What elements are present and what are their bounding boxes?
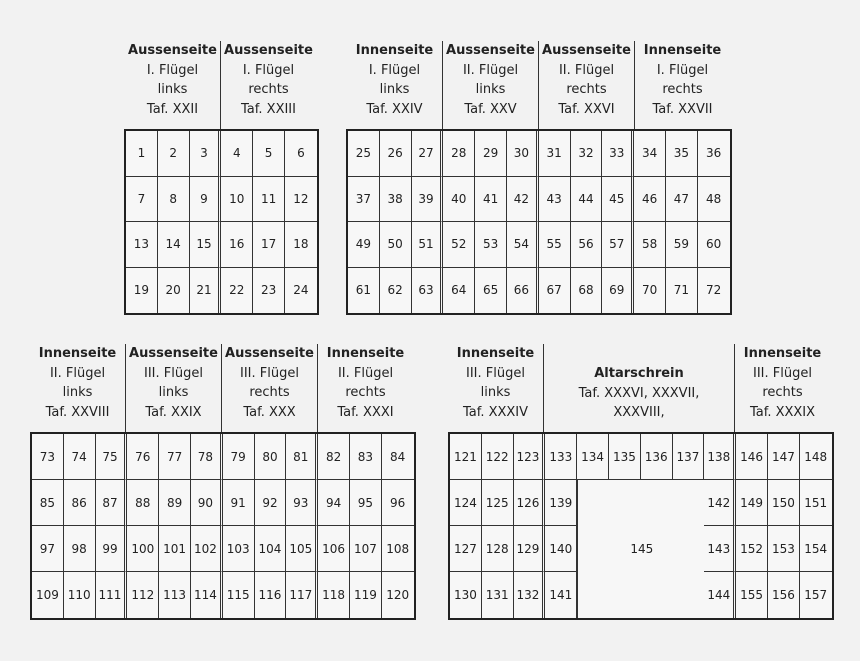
panel-cell: 51 — [412, 222, 444, 268]
header-divider — [221, 344, 222, 432]
panel-cell: 131 — [482, 572, 514, 618]
panel-cell: 43 — [539, 177, 571, 223]
panel-label-h9 — [222, 344, 317, 422]
panel-label-line: III. Flügel — [753, 365, 812, 381]
panel-cell: 7 — [126, 177, 158, 223]
panel-cell: 123 — [514, 434, 546, 480]
panel-label-title: Aussenseite — [224, 43, 313, 58]
panel-cell: 89 — [159, 480, 191, 526]
header-divider — [125, 344, 126, 432]
panel-cell: 80 — [255, 434, 287, 480]
panel-cell: 41 — [475, 177, 507, 223]
panel-label-line: Taf. XXIV — [366, 101, 423, 117]
panel-cell: 26 — [380, 131, 412, 177]
panel-cell: 20 — [158, 268, 190, 314]
header-divider — [734, 344, 735, 432]
panel-cell: 140 — [545, 526, 577, 572]
panel-label-title: Innenseite — [643, 43, 722, 58]
panel-label-line: Taf. XXXVI, XXXVII, — [578, 385, 700, 401]
panel-label-line: Taf. XXXI — [337, 404, 394, 420]
panel-cell: 17 — [253, 222, 285, 268]
panel-cell: 98 — [64, 526, 96, 572]
panel-cell: 19 — [126, 268, 158, 314]
panel-cell: 117 — [286, 572, 318, 618]
panel-cell: 99 — [96, 526, 128, 572]
panel-label-title: Aussenseite — [128, 43, 217, 58]
header-divider — [317, 344, 318, 432]
panel-cell: 78 — [191, 434, 223, 480]
panel-cell: 8 — [158, 177, 190, 223]
panel-label-line: Taf. XXVIII — [45, 404, 110, 420]
panel-label-line: rechts — [248, 82, 289, 97]
panel-cell: 125 — [482, 480, 514, 526]
panel-label-title: Innenseite — [743, 346, 822, 361]
panel-cell: 88 — [127, 480, 159, 526]
panel-cell: 53 — [475, 222, 507, 268]
panel-cell: 137 — [673, 434, 705, 480]
panel-cell: 112 — [127, 572, 159, 618]
panel-cell: 13 — [126, 222, 158, 268]
panel-cell: 31 — [539, 131, 571, 177]
panel-cell: 116 — [255, 572, 287, 618]
panel-cell: 146 — [736, 434, 768, 480]
panel-cell: 72 — [706, 283, 722, 298]
panel-cell: 49 — [348, 222, 380, 268]
panel-label-h13 — [735, 344, 830, 422]
panel-cell: 121 — [450, 434, 482, 480]
panel-label-h7 — [30, 344, 125, 422]
panel-label-line: rechts — [566, 82, 607, 97]
panel-cell: 56 — [571, 222, 603, 268]
panel-cell: 130 — [450, 572, 482, 618]
panel-cell: 107 — [350, 526, 382, 572]
panel-label-line: I. Flügel — [656, 62, 709, 78]
panel-cell: 91 — [223, 480, 255, 526]
panel-cell: 138 — [704, 434, 736, 480]
header-divider — [538, 41, 539, 129]
panel-cell: 114 — [191, 572, 223, 618]
panel-cell: 73 — [32, 434, 64, 480]
panel-label-line: links — [62, 385, 93, 400]
panel-cell: 109 — [32, 572, 64, 618]
panel-cell: 108 — [382, 526, 414, 572]
panel-label-line: rechts — [249, 385, 290, 400]
panel-cell-merged: 145 — [577, 480, 705, 618]
panel-label-title: Aussenseite — [542, 43, 631, 58]
panel-cell: 101 — [159, 526, 191, 572]
panel-cell: 4 — [221, 131, 253, 177]
panel-cell: 38 — [380, 177, 412, 223]
panel-cell: 139 — [545, 480, 577, 526]
panel-cell: 25 — [348, 131, 380, 177]
panel-label-line: links — [158, 385, 189, 400]
panel-cell: 60 — [698, 222, 730, 268]
panel-cell: 90 — [191, 480, 223, 526]
panel-cell: 15 — [190, 222, 222, 268]
panel-cell: 66 — [507, 268, 539, 314]
panel-cell: 58 — [634, 222, 666, 268]
panel-cell: 154 — [800, 526, 832, 572]
panel-cell: 48 — [698, 177, 730, 223]
panel-cell: 54 — [507, 222, 539, 268]
panel-cell: 135 — [609, 434, 641, 480]
panel-label-line: Taf. XXV — [464, 101, 517, 117]
panel-cell: 96 — [382, 480, 414, 526]
panel-cell: 87 — [96, 480, 128, 526]
panel-cell: 102 — [191, 526, 223, 572]
panel-cell: 33 — [602, 131, 634, 177]
panel-label-line: links — [480, 385, 511, 400]
panel-label-title: Innenseite — [456, 346, 535, 361]
panel-cell: 44 — [571, 177, 603, 223]
panel-cell: 77 — [159, 434, 191, 480]
panel-label-title: Innenseite — [326, 346, 405, 361]
panel-cell: 76 — [127, 434, 159, 480]
panel-cell: 142 — [704, 480, 736, 526]
panel-cell: 122 — [482, 434, 514, 480]
panel-cell: 86 — [64, 480, 96, 526]
panel-label-line: I. Flügel — [368, 62, 421, 78]
panel-label-line: Taf. XXIII — [241, 101, 296, 117]
panel-cell: 12 — [285, 177, 317, 223]
panel-cell: 141 — [545, 572, 577, 618]
panel-cell: 36 — [698, 131, 730, 177]
panel-cell: 75 — [96, 434, 128, 480]
panel-label-h11 — [448, 344, 543, 422]
panel-cell: 68 — [571, 268, 603, 314]
panel-cell: 83 — [350, 434, 382, 480]
panel-cell: 37 — [348, 177, 380, 223]
panel-cell: 74 — [64, 434, 96, 480]
panel-cell: 156 — [768, 572, 800, 618]
panel-label-line: Taf. XXXIV — [462, 404, 529, 420]
panel-cell: 104 — [255, 526, 287, 572]
panel-cell: 22 — [221, 268, 253, 314]
panel-cell: 65 — [475, 268, 507, 314]
panel-cell: 32 — [571, 131, 603, 177]
panel-label-h3 — [347, 41, 442, 119]
panel-label-line: I. Flügel — [146, 62, 199, 78]
panel-cell: 11 — [253, 177, 285, 223]
panel-cell: 113 — [159, 572, 191, 618]
panel-cell: 120 — [386, 588, 410, 602]
panel-cell: 148 — [800, 434, 832, 480]
panel-label-title: Aussenseite — [129, 346, 218, 361]
panel-label-title: Innenseite — [38, 346, 117, 361]
panel-cell: 110 — [64, 572, 96, 618]
panel-cell: 153 — [768, 526, 800, 572]
panel-grid-g4 — [448, 432, 834, 620]
panel-label-h2 — [221, 41, 316, 119]
panel-cell: 52 — [443, 222, 475, 268]
panel-label-line: links — [379, 82, 410, 97]
panel-label-line: II. Flügel — [462, 62, 519, 78]
panel-cell: 133 — [545, 434, 577, 480]
panel-cell: 45 — [602, 177, 634, 223]
panel-cell: 27 — [412, 131, 444, 177]
panel-cell: 29 — [475, 131, 507, 177]
panel-label-h5 — [539, 41, 634, 119]
panel-cell: 100 — [127, 526, 159, 572]
panel-cell: 151 — [800, 480, 832, 526]
panel-cell: 79 — [223, 434, 255, 480]
panel-cell: 61 — [348, 268, 380, 314]
panel-label-h12 — [544, 364, 734, 423]
panel-cell: 82 — [318, 434, 350, 480]
panel-cell: 71 — [666, 268, 698, 314]
panel-cell: 149 — [736, 480, 768, 526]
panel-cell: 14 — [158, 222, 190, 268]
panel-cell: 1 — [126, 131, 158, 177]
panel-label-line: III. Flügel — [466, 365, 525, 381]
panel-cell: 59 — [666, 222, 698, 268]
panel-cell: 103 — [223, 526, 255, 572]
panel-cell: 155 — [736, 572, 768, 618]
panel-cell: 92 — [255, 480, 287, 526]
panel-grid-g2 — [346, 129, 732, 315]
panel-cell: 9 — [190, 177, 222, 223]
panel-cell: 85 — [32, 480, 64, 526]
panel-cell: 63 — [412, 268, 444, 314]
panel-cell: 94 — [318, 480, 350, 526]
panel-label-title: Aussenseite — [446, 43, 535, 58]
panel-label-line: II. Flügel — [558, 62, 615, 78]
panel-cell: 39 — [412, 177, 444, 223]
panel-label-title: Altarschrein — [594, 366, 684, 381]
panel-label-line: Taf. XXXIX — [749, 404, 816, 420]
header-divider — [220, 41, 221, 129]
panel-label-line: Taf. XXVII — [652, 101, 713, 117]
panel-label-line: Taf. XXIX — [145, 404, 202, 420]
panel-label-line: links — [475, 82, 506, 97]
panel-grid-g1 — [124, 129, 319, 315]
panel-label-line: III. Flügel — [144, 365, 203, 381]
panel-cell: 69 — [602, 268, 634, 314]
panel-cell: 152 — [736, 526, 768, 572]
panel-cell: 134 — [577, 434, 609, 480]
panel-cell: 157 — [804, 588, 828, 602]
panel-cell: 34 — [634, 131, 666, 177]
panel-cell: 106 — [318, 526, 350, 572]
panel-cell: 57 — [602, 222, 634, 268]
panel-label-line: links — [157, 82, 188, 97]
panel-cell: 84 — [382, 434, 414, 480]
panel-label-line: rechts — [662, 82, 703, 97]
panel-cell: 150 — [768, 480, 800, 526]
panel-cell: 42 — [507, 177, 539, 223]
panel-cell: 55 — [539, 222, 571, 268]
panel-cell: 24 — [293, 283, 309, 298]
panel-label-line: II. Flügel — [337, 365, 394, 381]
panel-cell: 119 — [350, 572, 382, 618]
panel-cell: 16 — [221, 222, 253, 268]
panel-label-line: rechts — [762, 385, 803, 400]
panel-cell: 127 — [450, 526, 482, 572]
panel-label-line: XXXVIII, — [613, 405, 665, 420]
panel-label-h8 — [126, 344, 221, 422]
panel-cell: 93 — [286, 480, 318, 526]
panel-cell: 105 — [286, 526, 318, 572]
panel-cell: 30 — [507, 131, 539, 177]
panel-cell: 64 — [443, 268, 475, 314]
panel-grid-g3 — [30, 432, 416, 620]
panel-label-line: rechts — [345, 385, 386, 400]
panel-label-line: Taf. XXVI — [558, 101, 615, 117]
panel-label-h6 — [635, 41, 730, 119]
panel-cell: 143 — [704, 526, 736, 572]
panel-cell: 129 — [514, 526, 546, 572]
panel-cell: 95 — [350, 480, 382, 526]
panel-cell: 118 — [318, 572, 350, 618]
panel-cell: 144 — [704, 572, 736, 618]
panel-label-line: III. Flügel — [240, 365, 299, 381]
panel-cell: 5 — [253, 131, 285, 177]
panel-cell: 128 — [482, 526, 514, 572]
panel-cell: 111 — [96, 572, 128, 618]
panel-cell: 70 — [634, 268, 666, 314]
panel-cell: 47 — [666, 177, 698, 223]
panel-cell: 132 — [514, 572, 546, 618]
panel-cell: 2 — [158, 131, 190, 177]
panel-cell: 81 — [286, 434, 318, 480]
header-divider — [442, 41, 443, 129]
panel-cell: 18 — [285, 222, 317, 268]
panel-label-title: Aussenseite — [225, 346, 314, 361]
panel-cell: 50 — [380, 222, 412, 268]
panel-cell: 126 — [514, 480, 546, 526]
panel-cell: 35 — [666, 131, 698, 177]
panel-cell: 62 — [380, 268, 412, 314]
panel-cell: 46 — [634, 177, 666, 223]
panel-cell: 28 — [443, 131, 475, 177]
header-divider — [543, 344, 544, 432]
panel-label-line: I. Flügel — [242, 62, 295, 78]
panel-cell: 97 — [32, 526, 64, 572]
panel-cell: 67 — [539, 268, 571, 314]
panel-cell: 21 — [190, 268, 222, 314]
panel-cell: 124 — [450, 480, 482, 526]
panel-cell: 40 — [443, 177, 475, 223]
panel-cell: 3 — [190, 131, 222, 177]
panel-label-line: Taf. XXX — [243, 404, 296, 420]
panel-cell: 23 — [253, 268, 285, 314]
panel-label-title: Innenseite — [355, 43, 434, 58]
panel-cell: 6 — [285, 131, 317, 177]
panel-cell: 10 — [221, 177, 253, 223]
panel-label-line: II. Flügel — [49, 365, 106, 381]
panel-label-line: Taf. XXII — [146, 101, 199, 117]
header-divider — [634, 41, 635, 129]
panel-label-h4 — [443, 41, 538, 119]
panel-cell: 147 — [768, 434, 800, 480]
panel-cell: 115 — [223, 572, 255, 618]
panel-cell: 136 — [641, 434, 673, 480]
panel-label-h10 — [318, 344, 413, 422]
panel-label-h1 — [125, 41, 220, 119]
